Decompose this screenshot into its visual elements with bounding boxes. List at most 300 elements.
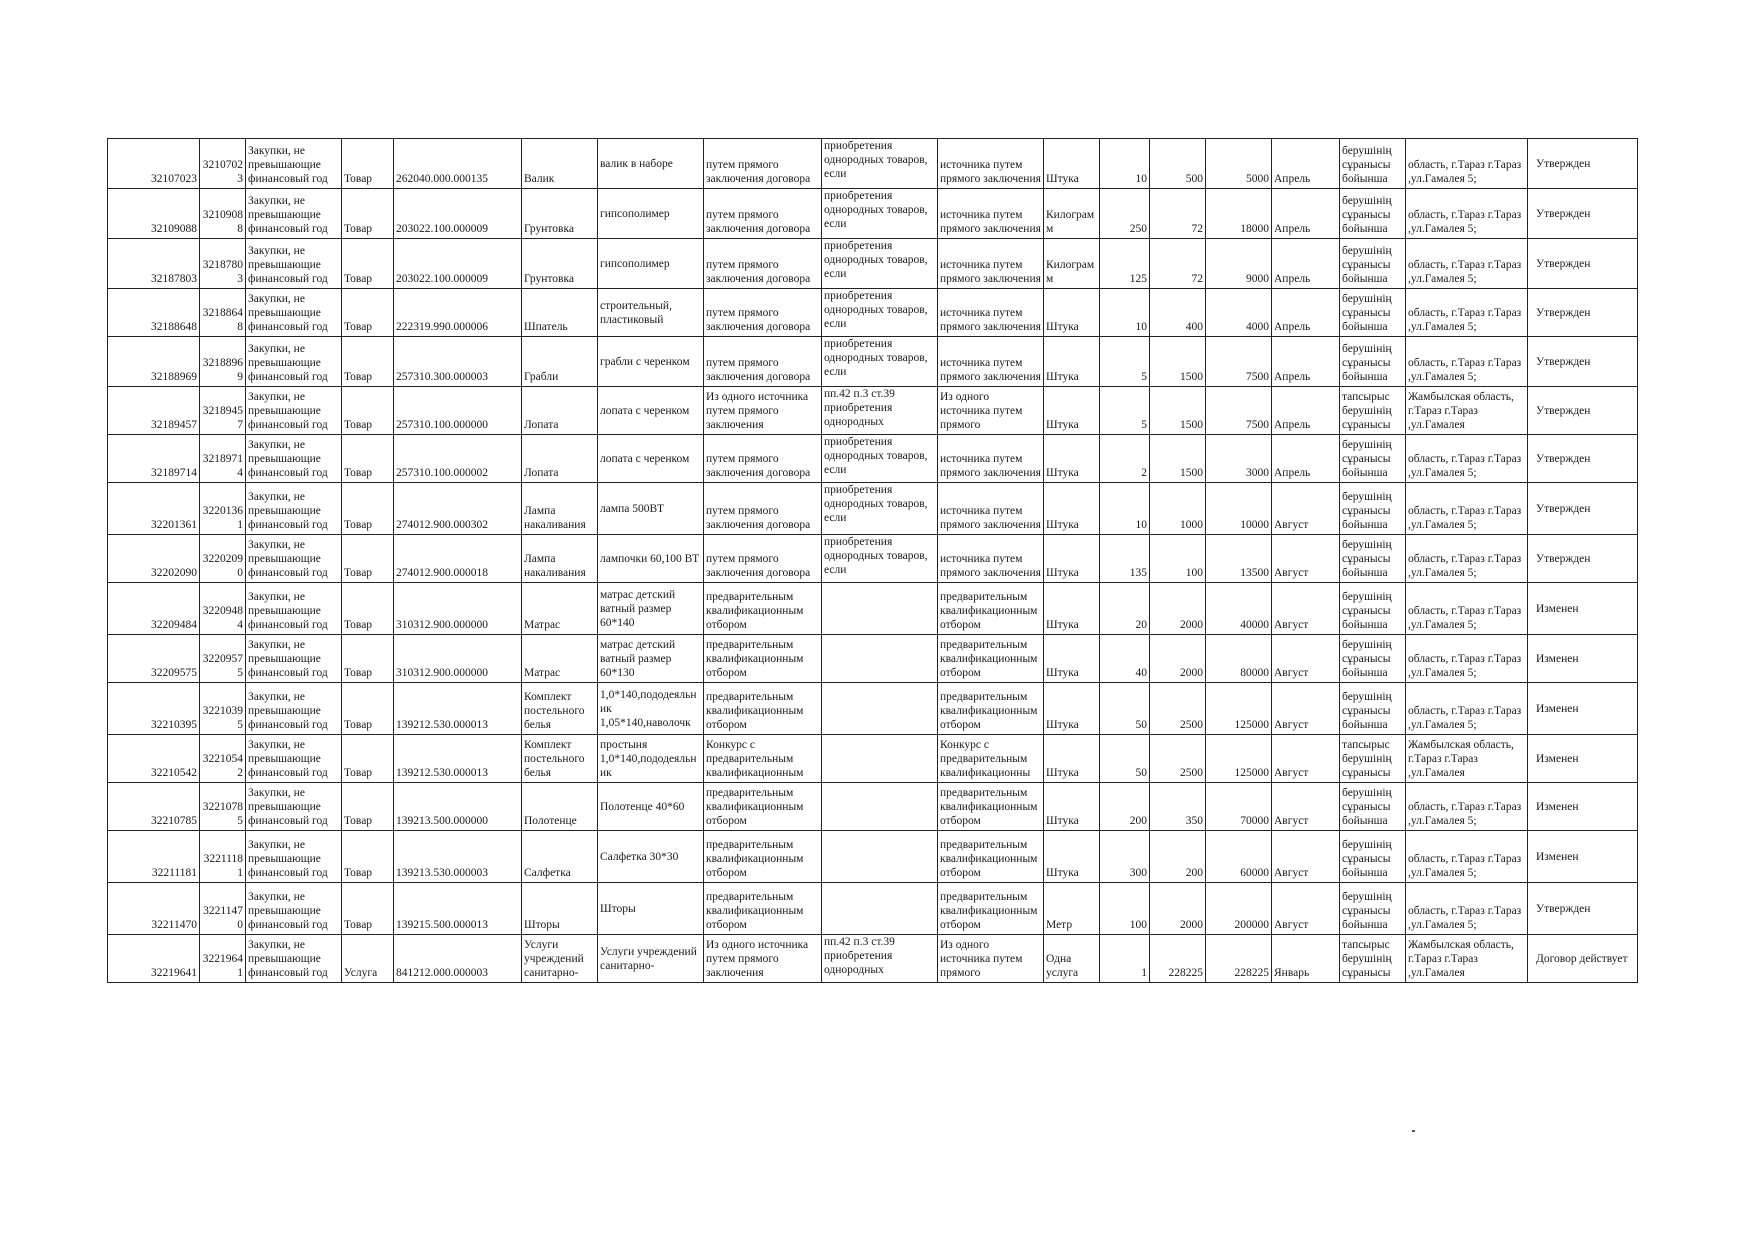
table-row [108, 139, 1638, 189]
sum-cell: 80000 [1206, 635, 1272, 683]
delivery-place-cell: область, г.Тараз г.Тараз ,ул.Гамалея 5; [1406, 535, 1528, 583]
purchase-type-cell: Закупки, не превышающие финансовый год [246, 337, 342, 387]
status-cell: Изменен [1528, 735, 1638, 783]
month-cell: Август [1272, 583, 1340, 635]
method-reason-cell: приобретения однородных товаров, если [822, 289, 938, 337]
ktru-code-cell: 139213.500.000000 [394, 783, 522, 831]
price-cell: 200 [1150, 831, 1206, 883]
purchase-type-cell: Закупки, не превышающие финансовый год [246, 189, 342, 239]
delivery-place-cell: область, г.Тараз г.Тараз ,ул.Гамалея 5; [1406, 189, 1528, 239]
row-id-duplicate-cell: 32211181 [200, 831, 246, 883]
kz-note-cell: берушінің сұранысы бойынша [1340, 883, 1406, 935]
price-cell: 2500 [1150, 683, 1206, 735]
item-name-cell: Шпатель [522, 289, 598, 337]
item-description-cell: матрас детский ватный размер 60*130 [598, 635, 704, 683]
method-reason-cell [822, 783, 938, 831]
status-cell: Утвержден [1528, 289, 1638, 337]
procurement-method-cell: предварительным квалификационным отбором [704, 683, 822, 735]
ktru-code-cell: 310312.900.000000 [394, 635, 522, 683]
month-cell: Апрель [1272, 139, 1340, 189]
item-description-cell: строительный, пластиковый [598, 289, 704, 337]
row-id-duplicate-cell: 32209575 [200, 635, 246, 683]
quantity-cell: 1 [1100, 935, 1150, 983]
delivery-place-cell: область, г.Тараз г.Тараз ,ул.Гамалея 5; [1406, 635, 1528, 683]
quantity-cell: 2 [1100, 435, 1150, 483]
item-name-cell: Шторы [522, 883, 598, 935]
unit-cell: Штука [1044, 735, 1100, 783]
row-id-duplicate-cell: 32109088 [200, 189, 246, 239]
procurement-method-cell: предварительным квалификационным отбором [704, 635, 822, 683]
table-row [108, 783, 1638, 831]
ktru-code-cell: 274012.900.000302 [394, 483, 522, 535]
source-cell: источника путем прямого заключения [938, 337, 1044, 387]
subject-type-cell: Товар [342, 435, 394, 483]
sum-cell: 3000 [1206, 435, 1272, 483]
delivery-place-cell: область, г.Тараз г.Тараз ,ул.Гамалея 5; [1406, 239, 1528, 289]
table-row [108, 583, 1638, 635]
sum-cell: 7500 [1206, 337, 1272, 387]
month-cell: Август [1272, 535, 1340, 583]
month-cell: Апрель [1272, 189, 1340, 239]
sum-cell: 18000 [1206, 189, 1272, 239]
quantity-cell: 50 [1100, 683, 1150, 735]
table-row [108, 635, 1638, 683]
source-cell: Из одного источника путем прямого [938, 387, 1044, 435]
month-cell: Август [1272, 483, 1340, 535]
status-cell: Изменен [1528, 783, 1638, 831]
row-id-duplicate-cell: 32211470 [200, 883, 246, 935]
kz-note-cell: берушінің сұранысы бойынша [1340, 435, 1406, 483]
method-reason-cell: приобретения однородных товаров, если [822, 435, 938, 483]
price-cell: 2500 [1150, 735, 1206, 783]
ktru-code-cell: 257310.300.000003 [394, 337, 522, 387]
quantity-cell: 50 [1100, 735, 1150, 783]
price-cell: 2000 [1150, 883, 1206, 935]
table-row [108, 831, 1638, 883]
procurement-table-sheet [107, 138, 1637, 1048]
row-id-cell: 32187803 [108, 239, 200, 289]
method-reason-cell: приобретения однородных товаров, если [822, 239, 938, 289]
kz-note-cell: берушінің сұранысы бойынша [1340, 635, 1406, 683]
item-name-cell: Валик [522, 139, 598, 189]
method-reason-cell: пп.42 п.3 ст.39 приобретения однородных [822, 935, 938, 983]
unit-cell: Килограмм [1044, 239, 1100, 289]
row-id-cell: 32210785 [108, 783, 200, 831]
item-description-cell: гипсополимер [598, 189, 704, 239]
month-cell: Август [1272, 831, 1340, 883]
procurement-method-cell: путем прямого заключения договора [704, 189, 822, 239]
price-cell: 500 [1150, 139, 1206, 189]
kz-note-cell: берушінің сұранысы бойынша [1340, 289, 1406, 337]
sum-cell: 125000 [1206, 735, 1272, 783]
procurement-method-cell: путем прямого заключения договора [704, 239, 822, 289]
row-id-duplicate-cell: 32210785 [200, 783, 246, 831]
row-id-duplicate-cell: 32189714 [200, 435, 246, 483]
purchase-type-cell: Закупки, не превышающие финансовый год [246, 883, 342, 935]
procurement-method-cell: путем прямого заключения договора [704, 435, 822, 483]
table-row [108, 289, 1638, 337]
row-id-cell: 32201361 [108, 483, 200, 535]
delivery-place-cell: область, г.Тараз г.Тараз ,ул.Гамалея 5; [1406, 139, 1528, 189]
status-cell: Утвержден [1528, 387, 1638, 435]
method-reason-cell: приобретения однородных товаров, если [822, 189, 938, 239]
sum-cell: 125000 [1206, 683, 1272, 735]
unit-cell: Штука [1044, 783, 1100, 831]
ktru-code-cell: 139212.530.000013 [394, 735, 522, 783]
subject-type-cell: Товар [342, 387, 394, 435]
source-cell: Из одного источника путем прямого [938, 935, 1044, 983]
sum-cell: 40000 [1206, 583, 1272, 635]
source-cell: источника путем прямого заключения [938, 483, 1044, 535]
row-id-duplicate-cell: 32107023 [200, 139, 246, 189]
month-cell: Август [1272, 883, 1340, 935]
delivery-place-cell: область, г.Тараз г.Тараз ,ул.Гамалея 5; [1406, 483, 1528, 535]
quantity-cell: 100 [1100, 883, 1150, 935]
source-cell: предварительным квалификационным отбором [938, 783, 1044, 831]
sum-cell: 200000 [1206, 883, 1272, 935]
ktru-code-cell: 203022.100.000009 [394, 189, 522, 239]
quantity-cell: 5 [1100, 337, 1150, 387]
item-description-cell: Салфетка 30*30 [598, 831, 704, 883]
purchase-type-cell: Закупки, не превышающие финансовый год [246, 735, 342, 783]
scan-speck [1412, 1130, 1415, 1132]
item-name-cell: Матрас [522, 583, 598, 635]
procurement-method-cell: путем прямого заключения договора [704, 535, 822, 583]
source-cell: источника путем прямого заключения [938, 239, 1044, 289]
purchase-type-cell: Закупки, не превышающие финансовый год [246, 483, 342, 535]
row-id-cell: 32211470 [108, 883, 200, 935]
status-cell: Изменен [1528, 683, 1638, 735]
row-id-duplicate-cell: 32187803 [200, 239, 246, 289]
unit-cell: Штука [1044, 535, 1100, 583]
price-cell: 1000 [1150, 483, 1206, 535]
method-reason-cell: приобретения однородных товаров, если [822, 483, 938, 535]
row-id-cell: 32211181 [108, 831, 200, 883]
ktru-code-cell: 257310.100.000002 [394, 435, 522, 483]
unit-cell: Штука [1044, 337, 1100, 387]
sum-cell: 10000 [1206, 483, 1272, 535]
row-id-cell: 32209575 [108, 635, 200, 683]
table-row [108, 387, 1638, 435]
purchase-type-cell: Закупки, не превышающие финансовый год [246, 831, 342, 883]
subject-type-cell: Товар [342, 635, 394, 683]
purchase-type-cell: Закупки, не превышающие финансовый год [246, 387, 342, 435]
status-cell: Утвержден [1528, 483, 1638, 535]
method-reason-cell: приобретения однородных товаров, если [822, 139, 938, 189]
item-description-cell: лопата с черенком [598, 387, 704, 435]
item-description-cell: матрас детский ватный размер 60*140 [598, 583, 704, 635]
subject-type-cell: Товар [342, 583, 394, 635]
purchase-type-cell: Закупки, не превышающие финансовый год [246, 783, 342, 831]
item-description-cell: гипсополимер [598, 239, 704, 289]
purchase-type-cell: Закупки, не превышающие финансовый год [246, 935, 342, 983]
purchase-type-cell: Закупки, не превышающие финансовый год [246, 289, 342, 337]
item-description-cell: лампа 500ВТ [598, 483, 704, 535]
procurement-method-cell: предварительным квалификационным отбором [704, 883, 822, 935]
row-id-duplicate-cell: 32188969 [200, 337, 246, 387]
quantity-cell: 125 [1100, 239, 1150, 289]
row-id-cell: 32209484 [108, 583, 200, 635]
quantity-cell: 5 [1100, 387, 1150, 435]
item-name-cell: Грунтовка [522, 239, 598, 289]
price-cell: 72 [1150, 189, 1206, 239]
table-row [108, 935, 1638, 983]
delivery-place-cell: Жамбылская область, г.Тараз г.Тараз ,ул.Гамалея [1406, 935, 1528, 983]
row-id-cell: 32107023 [108, 139, 200, 189]
month-cell: Август [1272, 683, 1340, 735]
row-id-duplicate-cell: 32210542 [200, 735, 246, 783]
procurement-method-cell: путем прямого заключения договора [704, 483, 822, 535]
quantity-cell: 10 [1100, 483, 1150, 535]
month-cell: Август [1272, 735, 1340, 783]
table-row [108, 435, 1638, 483]
source-cell: Конкурс с предварительным квалификационны [938, 735, 1044, 783]
method-reason-cell [822, 635, 938, 683]
unit-cell: Штука [1044, 583, 1100, 635]
kz-note-cell: берушінің сұранысы бойынша [1340, 583, 1406, 635]
subject-type-cell: Товар [342, 783, 394, 831]
item-name-cell: Лампа накаливания [522, 535, 598, 583]
kz-note-cell: берушінің сұранысы бойынша [1340, 683, 1406, 735]
subject-type-cell: Товар [342, 483, 394, 535]
kz-note-cell: берушінің сұранысы бойынша [1340, 535, 1406, 583]
price-cell: 400 [1150, 289, 1206, 337]
procurement-table [107, 138, 1638, 983]
price-cell: 1500 [1150, 387, 1206, 435]
delivery-place-cell: область, г.Тараз г.Тараз ,ул.Гамалея 5; [1406, 337, 1528, 387]
item-name-cell: Лампа накаливания [522, 483, 598, 535]
sum-cell: 9000 [1206, 239, 1272, 289]
sum-cell: 13500 [1206, 535, 1272, 583]
subject-type-cell: Товар [342, 535, 394, 583]
unit-cell: Штука [1044, 387, 1100, 435]
item-name-cell: Полотенце [522, 783, 598, 831]
source-cell: источника путем прямого заключения [938, 535, 1044, 583]
method-reason-cell: приобретения однородных товаров, если [822, 337, 938, 387]
source-cell: источника путем прямого заключения [938, 289, 1044, 337]
unit-cell: Килограмм [1044, 189, 1100, 239]
subject-type-cell: Товар [342, 289, 394, 337]
price-cell: 72 [1150, 239, 1206, 289]
sum-cell: 5000 [1206, 139, 1272, 189]
source-cell: источника путем прямого заключения [938, 189, 1044, 239]
item-name-cell: Лопата [522, 387, 598, 435]
table-row [108, 735, 1638, 783]
source-cell: источника путем прямого заключения [938, 139, 1044, 189]
subject-type-cell: Товар [342, 239, 394, 289]
item-name-cell: Грабли [522, 337, 598, 387]
ktru-code-cell: 257310.100.000000 [394, 387, 522, 435]
procurement-method-cell: путем прямого заключения договора [704, 289, 822, 337]
quantity-cell: 200 [1100, 783, 1150, 831]
row-id-duplicate-cell: 32210395 [200, 683, 246, 735]
source-cell: предварительным квалификационным отбором [938, 635, 1044, 683]
status-cell: Утвержден [1528, 337, 1638, 387]
quantity-cell: 135 [1100, 535, 1150, 583]
table-row [108, 535, 1638, 583]
month-cell: Апрель [1272, 337, 1340, 387]
table-row [108, 239, 1638, 289]
status-cell: Изменен [1528, 583, 1638, 635]
procurement-method-cell: предварительным квалификационным отбором [704, 831, 822, 883]
ktru-code-cell: 274012.900.000018 [394, 535, 522, 583]
sum-cell: 70000 [1206, 783, 1272, 831]
kz-note-cell: тапсырыс берушінің сұранысы [1340, 935, 1406, 983]
row-id-cell: 32188969 [108, 337, 200, 387]
item-description-cell: лампочки 60,100 ВТ [598, 535, 704, 583]
delivery-place-cell: область, г.Тараз г.Тараз ,ул.Гамалея 5; [1406, 683, 1528, 735]
status-cell: Изменен [1528, 831, 1638, 883]
row-id-duplicate-cell: 32189457 [200, 387, 246, 435]
subject-type-cell: Товар [342, 139, 394, 189]
row-id-cell: 32202090 [108, 535, 200, 583]
row-id-duplicate-cell: 32202090 [200, 535, 246, 583]
source-cell: предварительным квалификационным отбором [938, 883, 1044, 935]
ktru-code-cell: 841212.000.000003 [394, 935, 522, 983]
quantity-cell: 40 [1100, 635, 1150, 683]
price-cell: 1500 [1150, 337, 1206, 387]
item-description-cell: Шторы [598, 883, 704, 935]
purchase-type-cell: Закупки, не превышающие финансовый год [246, 139, 342, 189]
kz-note-cell: тапсырыс берушінің сұранысы [1340, 387, 1406, 435]
item-name-cell: Лопата [522, 435, 598, 483]
kz-note-cell: берушінің сұранысы бойынша [1340, 831, 1406, 883]
table-row [108, 883, 1638, 935]
unit-cell: Штука [1044, 635, 1100, 683]
row-id-cell: 32189714 [108, 435, 200, 483]
quantity-cell: 20 [1100, 583, 1150, 635]
row-id-cell: 32210542 [108, 735, 200, 783]
delivery-place-cell: область, г.Тараз г.Тараз ,ул.Гамалея 5; [1406, 583, 1528, 635]
price-cell: 228225 [1150, 935, 1206, 983]
row-id-cell: 32219641 [108, 935, 200, 983]
ktru-code-cell: 203022.100.000009 [394, 239, 522, 289]
price-cell: 1500 [1150, 435, 1206, 483]
source-cell: предварительным квалификационным отбором [938, 831, 1044, 883]
month-cell: Август [1272, 783, 1340, 831]
row-id-duplicate-cell: 32209484 [200, 583, 246, 635]
item-description-cell: 1,0*140,пододеяльник 1,05*140,наволочк [598, 683, 704, 735]
table-row [108, 337, 1638, 387]
subject-type-cell: Товар [342, 189, 394, 239]
unit-cell: Одна услуга [1044, 935, 1100, 983]
unit-cell: Штука [1044, 139, 1100, 189]
unit-cell: Штука [1044, 683, 1100, 735]
item-description-cell: простыня 1,0*140,пододеяльник [598, 735, 704, 783]
quantity-cell: 10 [1100, 139, 1150, 189]
item-name-cell: Матрас [522, 635, 598, 683]
ktru-code-cell: 139213.530.000003 [394, 831, 522, 883]
row-id-cell: 32189457 [108, 387, 200, 435]
row-id-duplicate-cell: 32188648 [200, 289, 246, 337]
row-id-cell: 32188648 [108, 289, 200, 337]
method-reason-cell: приобретения однородных товаров, если [822, 535, 938, 583]
price-cell: 350 [1150, 783, 1206, 831]
status-cell: Утвержден [1528, 435, 1638, 483]
sum-cell: 7500 [1206, 387, 1272, 435]
source-cell: предварительным квалификационным отбором [938, 583, 1044, 635]
item-description-cell: лопата с черенком [598, 435, 704, 483]
procurement-method-cell: Из одного источника путем прямого заключения [704, 935, 822, 983]
item-name-cell: Комплект постельного белья [522, 683, 598, 735]
purchase-type-cell: Закупки, не превышающие финансовый год [246, 239, 342, 289]
status-cell: Утвержден [1528, 883, 1638, 935]
delivery-place-cell: область, г.Тараз г.Тараз ,ул.Гамалея 5; [1406, 883, 1528, 935]
delivery-place-cell: область, г.Тараз г.Тараз ,ул.Гамалея 5; [1406, 783, 1528, 831]
procurement-method-cell: предварительным квалификационным отбором [704, 583, 822, 635]
item-name-cell: Салфетка [522, 831, 598, 883]
procurement-method-cell: предварительным квалификационным отбором [704, 783, 822, 831]
subject-type-cell: Товар [342, 337, 394, 387]
row-id-duplicate-cell: 32201361 [200, 483, 246, 535]
month-cell: Апрель [1272, 239, 1340, 289]
method-reason-cell [822, 735, 938, 783]
subject-type-cell: Товар [342, 883, 394, 935]
price-cell: 2000 [1150, 635, 1206, 683]
ktru-code-cell: 310312.900.000000 [394, 583, 522, 635]
purchase-type-cell: Закупки, не превышающие финансовый год [246, 535, 342, 583]
ktru-code-cell: 262040.000.000135 [394, 139, 522, 189]
price-cell: 2000 [1150, 583, 1206, 635]
unit-cell: Штука [1044, 831, 1100, 883]
month-cell: Август [1272, 635, 1340, 683]
source-cell: предварительным квалификационным отбором [938, 683, 1044, 735]
item-name-cell: Грунтовка [522, 189, 598, 239]
sum-cell: 228225 [1206, 935, 1272, 983]
unit-cell: Штука [1044, 289, 1100, 337]
table-row [108, 483, 1638, 535]
price-cell: 100 [1150, 535, 1206, 583]
status-cell: Утвержден [1528, 535, 1638, 583]
quantity-cell: 10 [1100, 289, 1150, 337]
status-cell: Утвержден [1528, 189, 1638, 239]
kz-note-cell: берушінің сұранысы бойынша [1340, 139, 1406, 189]
delivery-place-cell: Жамбылская область, г.Тараз г.Тараз ,ул.Гамалея [1406, 735, 1528, 783]
kz-note-cell: берушінің сұранысы бойынша [1340, 483, 1406, 535]
purchase-type-cell: Закупки, не превышающие финансовый год [246, 683, 342, 735]
status-cell: Договор действует [1528, 935, 1638, 983]
kz-note-cell: берушінің сұранысы бойынша [1340, 189, 1406, 239]
method-reason-cell [822, 831, 938, 883]
item-name-cell: Услуги учреждений санитарно- [522, 935, 598, 983]
method-reason-cell [822, 583, 938, 635]
procurement-method-cell: путем прямого заключения договора [704, 139, 822, 189]
row-id-cell: 32210395 [108, 683, 200, 735]
purchase-type-cell: Закупки, не превышающие финансовый год [246, 635, 342, 683]
status-cell: Утвержден [1528, 139, 1638, 189]
quantity-cell: 300 [1100, 831, 1150, 883]
ktru-code-cell: 139212.530.000013 [394, 683, 522, 735]
row-id-cell: 32109088 [108, 189, 200, 239]
item-description-cell: валик в наборе [598, 139, 704, 189]
delivery-place-cell: Жамбылская область, г.Тараз г.Тараз ,ул.Гамалея [1406, 387, 1528, 435]
subject-type-cell: Товар [342, 831, 394, 883]
table-row [108, 189, 1638, 239]
kz-note-cell: берушінің сұранысы бойынша [1340, 337, 1406, 387]
subject-type-cell: Товар [342, 683, 394, 735]
row-id-duplicate-cell: 32219641 [200, 935, 246, 983]
status-cell: Изменен [1528, 635, 1638, 683]
kz-note-cell: берушінің сұранысы бойынша [1340, 239, 1406, 289]
method-reason-cell [822, 683, 938, 735]
status-cell: Утвержден [1528, 239, 1638, 289]
method-reason-cell [822, 883, 938, 935]
month-cell: Апрель [1272, 435, 1340, 483]
subject-type-cell: Услуга [342, 935, 394, 983]
delivery-place-cell: область, г.Тараз г.Тараз ,ул.Гамалея 5; [1406, 435, 1528, 483]
procurement-method-cell: Из одного источника путем прямого заключения [704, 387, 822, 435]
sum-cell: 60000 [1206, 831, 1272, 883]
